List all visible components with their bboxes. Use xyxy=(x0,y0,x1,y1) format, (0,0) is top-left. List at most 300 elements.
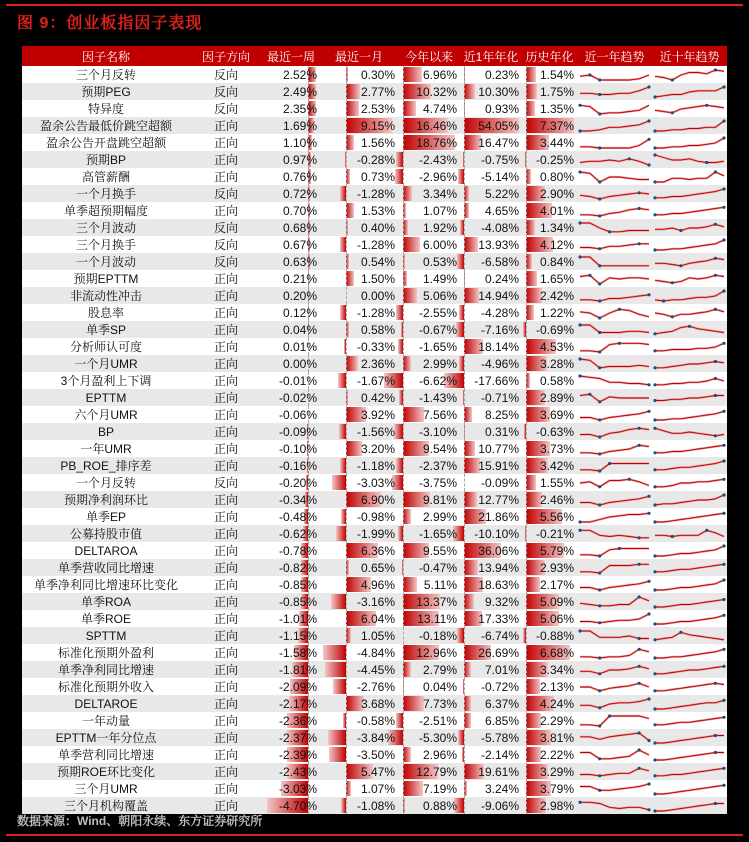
value-text: -1.65% xyxy=(418,526,457,541)
1y-annualized-return xyxy=(460,338,522,355)
trend-1y xyxy=(577,457,652,474)
value-bar xyxy=(403,288,417,303)
table-row xyxy=(22,236,727,253)
sparkline-1y xyxy=(577,679,652,695)
value-text: 2.29% xyxy=(539,713,574,728)
value-bar xyxy=(338,373,346,388)
value-text: -0.85% xyxy=(278,594,317,609)
hist-annualized-return xyxy=(522,440,577,457)
value-bar xyxy=(457,254,464,269)
value-text: 2.17% xyxy=(539,577,574,592)
value-text: 0.04% xyxy=(282,322,317,337)
sparkline-10y xyxy=(652,441,727,457)
value-text: 10.77% xyxy=(478,441,519,456)
last-week-return xyxy=(262,695,320,712)
factor-performance-table xyxy=(22,46,727,814)
last-month-return xyxy=(320,797,398,814)
trend-1y xyxy=(577,185,652,202)
zero-axis xyxy=(464,661,465,678)
factor-direction: 正向 xyxy=(190,117,262,134)
factor-name: 单季SP xyxy=(22,321,190,338)
value-text: 1.07% xyxy=(360,781,395,796)
zero-axis xyxy=(526,491,527,508)
value-bar xyxy=(403,407,424,422)
factor-direction: 正向 xyxy=(190,729,262,746)
hist-annualized-return xyxy=(522,253,577,270)
hist-annualized-return xyxy=(522,712,577,729)
value-text: 1.53% xyxy=(360,203,395,218)
zero-axis xyxy=(346,185,347,202)
table-row xyxy=(22,457,727,474)
zero-axis xyxy=(526,219,527,236)
zero-axis xyxy=(403,627,404,644)
value-text: -6.74% xyxy=(480,628,519,643)
value-text: -1.81% xyxy=(278,662,317,677)
trend-10y xyxy=(652,134,727,151)
zero-axis xyxy=(346,491,347,508)
value-text: -2.36% xyxy=(278,713,317,728)
factor-direction: 正向 xyxy=(213,374,238,388)
zero-axis xyxy=(464,678,465,695)
value-text: 0.67% xyxy=(282,237,317,252)
value-text: 3.69% xyxy=(539,407,574,422)
trend-1y xyxy=(577,134,652,151)
value-text: -1.18% xyxy=(356,458,395,473)
zero-axis xyxy=(346,746,347,763)
value-text: 13.37% xyxy=(416,594,457,609)
table-row xyxy=(22,474,727,491)
zero-axis xyxy=(464,372,465,389)
value-text: -1.01% xyxy=(278,611,317,626)
1y-annualized-return xyxy=(460,66,522,83)
zero-axis xyxy=(346,542,347,559)
value-text: 5.11% xyxy=(423,577,457,592)
trend-10y xyxy=(652,746,727,763)
factor-name: 预期EPTTM xyxy=(73,272,139,286)
trend-10y xyxy=(652,474,727,491)
value-text: 4.74% xyxy=(422,101,457,116)
sparkline-1y xyxy=(577,509,652,525)
value-text: -0.01% xyxy=(278,373,317,388)
last-month-return xyxy=(320,117,398,134)
sparkline-10y xyxy=(652,390,727,406)
zero-axis xyxy=(526,134,527,151)
value-text: -2.37% xyxy=(418,458,457,473)
sparkline-10y xyxy=(652,696,727,712)
value-text: 13.93% xyxy=(478,237,519,252)
zero-axis xyxy=(464,491,465,508)
sparkline-1y xyxy=(577,101,652,117)
trend-1y xyxy=(577,219,652,236)
zero-axis xyxy=(403,780,404,797)
sparkline-10y xyxy=(652,679,727,695)
zero-axis xyxy=(403,525,404,542)
factor-name: 一年动量 xyxy=(81,714,130,728)
factor-direction: 正向 xyxy=(213,272,238,286)
zero-axis xyxy=(403,610,404,627)
zero-axis xyxy=(526,355,527,372)
zero-axis xyxy=(403,321,404,338)
table-row xyxy=(22,542,727,559)
hist-annualized-return xyxy=(522,236,577,253)
sparkline-1y xyxy=(577,730,652,746)
value-bar xyxy=(526,84,537,99)
hist-annualized-return xyxy=(522,66,577,83)
last-month-return xyxy=(320,372,398,389)
trend-10y xyxy=(652,185,727,202)
last-week-return xyxy=(262,100,320,117)
sparkline-10y xyxy=(652,560,727,576)
sparkline-10y xyxy=(652,798,727,814)
trend-10y xyxy=(652,66,727,83)
ytd-return xyxy=(398,355,460,372)
hist-annualized-return xyxy=(522,134,577,151)
value-text: -0.47% xyxy=(418,560,457,575)
factor-name: 非流动性冲击 xyxy=(22,287,190,304)
zero-axis xyxy=(346,219,347,236)
table-row xyxy=(22,661,727,678)
value-text: -0.33% xyxy=(356,339,395,354)
last-month-return xyxy=(320,253,398,270)
trend-10y xyxy=(652,559,727,576)
trend-1y xyxy=(577,338,652,355)
value-bar xyxy=(457,628,465,643)
sparkline-10y xyxy=(652,322,727,338)
value-text: -3.16% xyxy=(356,594,395,609)
sparkline-10y xyxy=(652,577,727,593)
zero-axis xyxy=(403,440,404,457)
last-month-return xyxy=(320,321,398,338)
zero-axis xyxy=(346,559,347,576)
value-text: -1.28% xyxy=(356,186,395,201)
value-text: -0.16% xyxy=(278,458,317,473)
value-text: 1.05% xyxy=(360,628,395,643)
value-bar xyxy=(323,645,346,660)
trend-10y xyxy=(652,406,727,423)
last-month-return xyxy=(320,763,398,780)
1y-annualized-return xyxy=(460,134,522,151)
ytd-return xyxy=(398,746,460,763)
trend-1y xyxy=(577,406,652,423)
zero-axis xyxy=(346,270,347,287)
last-month-return xyxy=(320,678,398,695)
zero-axis xyxy=(464,457,465,474)
value-bar xyxy=(526,220,535,235)
ytd-return xyxy=(398,763,460,780)
table-row xyxy=(22,134,727,151)
ytd-return xyxy=(398,627,460,644)
value-bar xyxy=(464,662,471,677)
value-text: 17.33% xyxy=(478,611,519,626)
factor-name: 单季净利同比增速 xyxy=(22,661,190,678)
ytd-return xyxy=(398,440,460,457)
factor-name: 公募持股市值 xyxy=(22,525,190,542)
last-week-return xyxy=(262,661,320,678)
trend-1y xyxy=(577,202,652,219)
value-text: -5.78% xyxy=(480,730,519,745)
zero-axis xyxy=(464,559,465,576)
factor-name: 一个月换手 xyxy=(22,185,190,202)
value-bar xyxy=(329,747,346,762)
ytd-return xyxy=(398,423,460,440)
hist-annualized-return xyxy=(522,287,577,304)
sparkline-10y xyxy=(652,594,727,610)
trend-1y xyxy=(577,644,652,661)
factor-name: 一年UMR xyxy=(80,442,132,456)
sparkline-10y xyxy=(652,135,727,151)
sparkline-1y xyxy=(577,84,652,100)
1y-annualized-return xyxy=(460,236,522,253)
value-bar xyxy=(394,424,403,439)
last-month-return xyxy=(320,559,398,576)
header-hist-annualized: 历史年化 xyxy=(522,46,577,66)
last-week-return xyxy=(262,338,320,355)
sparkline-10y xyxy=(652,543,727,559)
ytd-return xyxy=(398,661,460,678)
zero-axis xyxy=(464,338,465,355)
value-text: 16.47% xyxy=(478,135,519,150)
value-text: 1.07% xyxy=(422,203,457,218)
table-row xyxy=(22,185,727,202)
value-text: -1.28% xyxy=(356,305,395,320)
zero-axis xyxy=(464,270,465,287)
zero-axis xyxy=(346,66,347,83)
trend-10y xyxy=(652,644,727,661)
last-week-return xyxy=(262,304,320,321)
zero-axis xyxy=(403,457,404,474)
last-month-return xyxy=(320,474,398,491)
value-text: -0.02% xyxy=(278,390,317,405)
zero-axis xyxy=(403,661,404,678)
value-text: -0.09% xyxy=(480,475,519,490)
sparkline-10y xyxy=(652,407,727,423)
value-text: 2.89% xyxy=(539,390,574,405)
last-month-return xyxy=(320,593,398,610)
factor-name: PB_ROE_排序差 xyxy=(22,457,190,474)
sparkline-10y xyxy=(652,713,727,729)
zero-axis xyxy=(346,644,347,661)
value-text: 2.98% xyxy=(539,798,574,813)
value-text: -0.58% xyxy=(356,713,395,728)
value-bar xyxy=(464,237,478,252)
trend-1y xyxy=(577,593,652,610)
value-bar xyxy=(395,169,404,184)
factor-direction: 正向 xyxy=(213,408,238,422)
value-text: 2.35% xyxy=(282,101,317,116)
trend-10y xyxy=(652,440,727,457)
last-month-return xyxy=(320,338,398,355)
trend-10y xyxy=(652,236,727,253)
1y-annualized-return xyxy=(460,695,522,712)
hist-annualized-return xyxy=(522,763,577,780)
trend-1y xyxy=(577,729,652,746)
value-text: 1.69% xyxy=(282,118,317,133)
value-text: 2.42% xyxy=(539,288,574,303)
zero-axis xyxy=(346,610,347,627)
zero-axis xyxy=(403,746,404,763)
table-row xyxy=(22,202,727,219)
factor-direction: 正向 xyxy=(190,559,262,576)
zero-axis xyxy=(464,644,465,661)
factor-name: 三个月换手 xyxy=(75,238,136,252)
value-bar xyxy=(403,781,423,796)
trend-10y xyxy=(652,763,727,780)
value-text: -0.71% xyxy=(480,390,519,405)
factor-name: DELTAROA xyxy=(74,543,138,558)
zero-axis xyxy=(346,440,347,457)
zero-axis xyxy=(346,627,347,644)
value-text: 0.12% xyxy=(282,305,317,320)
ytd-return xyxy=(398,610,460,627)
value-text: 3.73% xyxy=(539,441,574,456)
trend-10y xyxy=(652,117,727,134)
zero-axis xyxy=(526,542,527,559)
factor-direction: 正向 xyxy=(190,525,262,542)
factor-direction: 反向 xyxy=(213,476,238,490)
zero-axis xyxy=(464,202,465,219)
sparkline-1y xyxy=(577,798,652,814)
value-text: 0.24% xyxy=(484,271,519,286)
last-month-return xyxy=(320,440,398,457)
trend-1y xyxy=(577,780,652,797)
table-row xyxy=(22,304,727,321)
factor-direction: 反向 xyxy=(190,253,262,270)
value-bar xyxy=(526,713,541,728)
trend-10y xyxy=(652,304,727,321)
value-bar xyxy=(396,152,403,167)
last-week-return xyxy=(262,763,320,780)
last-week-return xyxy=(262,559,320,576)
hist-annualized-return xyxy=(522,117,577,134)
value-text: 10.32% xyxy=(416,84,457,99)
last-month-return xyxy=(320,219,398,236)
1y-annualized-return xyxy=(460,491,522,508)
value-text: -2.55% xyxy=(418,305,457,320)
last-month-return xyxy=(320,389,398,406)
trend-10y xyxy=(652,219,727,236)
last-month-return xyxy=(320,627,398,644)
last-week-return xyxy=(262,440,320,457)
value-text: 6.90% xyxy=(360,492,395,507)
value-text: -0.82% xyxy=(278,560,317,575)
zero-axis xyxy=(464,525,465,542)
factor-direction: 正向 xyxy=(190,695,262,712)
factor-direction: 反向 xyxy=(190,83,262,100)
value-bar xyxy=(346,441,362,456)
1y-annualized-return xyxy=(460,729,522,746)
zero-axis xyxy=(346,474,347,491)
zero-axis xyxy=(464,185,465,202)
sparkline-10y xyxy=(652,220,727,236)
factor-direction: 正向 xyxy=(213,306,238,320)
hist-annualized-return xyxy=(522,729,577,746)
sparkline-1y xyxy=(577,764,652,780)
hist-annualized-return xyxy=(522,457,577,474)
1y-annualized-return xyxy=(460,151,522,168)
factor-direction: 正向 xyxy=(190,287,262,304)
zero-axis xyxy=(403,66,404,83)
ytd-return xyxy=(398,406,460,423)
value-text: 2.49% xyxy=(282,84,317,99)
ytd-return xyxy=(398,134,460,151)
sparkline-1y xyxy=(577,135,652,151)
zero-axis xyxy=(346,763,347,780)
trend-1y xyxy=(577,372,652,389)
factor-direction: 正向 xyxy=(190,355,262,372)
value-text: 1.49% xyxy=(422,271,457,286)
zero-axis xyxy=(526,83,527,100)
trend-10y xyxy=(652,355,727,372)
value-bar xyxy=(526,679,540,694)
value-text: 4.96% xyxy=(360,577,395,592)
value-text: 1.56% xyxy=(360,135,395,150)
value-text: 3.44% xyxy=(539,135,574,150)
sparkline-10y xyxy=(652,628,727,644)
table-row xyxy=(22,423,727,440)
table-body xyxy=(22,66,727,814)
table-header-row xyxy=(22,46,727,66)
value-text: 9.15% xyxy=(360,118,395,133)
value-text: -1.43% xyxy=(418,390,457,405)
sparkline-10y xyxy=(652,509,727,525)
hist-annualized-return xyxy=(522,593,577,610)
last-month-return xyxy=(320,644,398,661)
zero-axis xyxy=(346,695,347,712)
zero-axis xyxy=(464,321,465,338)
1y-annualized-return xyxy=(460,678,522,695)
value-text: -4.45% xyxy=(356,662,395,677)
value-text: -0.10% xyxy=(278,441,317,456)
zero-axis xyxy=(403,117,404,134)
zero-axis xyxy=(346,134,347,151)
sparkline-1y xyxy=(577,577,652,593)
zero-axis xyxy=(403,168,404,185)
hist-annualized-return xyxy=(522,406,577,423)
value-text: 0.40% xyxy=(360,220,395,235)
table-row xyxy=(22,219,727,236)
value-text: -0.20% xyxy=(278,475,317,490)
last-week-return xyxy=(262,508,320,525)
sparkline-1y xyxy=(577,305,652,321)
value-text: 12.79% xyxy=(416,764,457,779)
factor-name: 特异度 xyxy=(87,102,124,116)
sparkline-1y xyxy=(577,373,652,389)
trend-10y xyxy=(652,593,727,610)
trend-1y xyxy=(577,678,652,695)
value-text: 1.34% xyxy=(539,220,574,235)
value-text: 6.36% xyxy=(360,543,395,558)
ytd-return xyxy=(398,695,460,712)
zero-axis xyxy=(346,253,347,270)
1y-annualized-return xyxy=(460,457,522,474)
ytd-return xyxy=(398,202,460,219)
1y-annualized-return xyxy=(460,440,522,457)
value-bar xyxy=(456,322,464,337)
zero-axis xyxy=(526,202,527,219)
value-text: -0.85% xyxy=(278,577,317,592)
table-row xyxy=(22,151,727,168)
value-text: 19.61% xyxy=(478,764,519,779)
value-text: 1.22% xyxy=(539,305,574,320)
trend-1y xyxy=(577,100,652,117)
trend-1y xyxy=(577,253,652,270)
last-month-return xyxy=(320,508,398,525)
value-text: -2.09% xyxy=(278,679,317,694)
value-text: -2.39% xyxy=(278,747,317,762)
trend-1y xyxy=(577,576,652,593)
zero-axis xyxy=(403,202,404,219)
value-text: 2.90% xyxy=(539,186,574,201)
